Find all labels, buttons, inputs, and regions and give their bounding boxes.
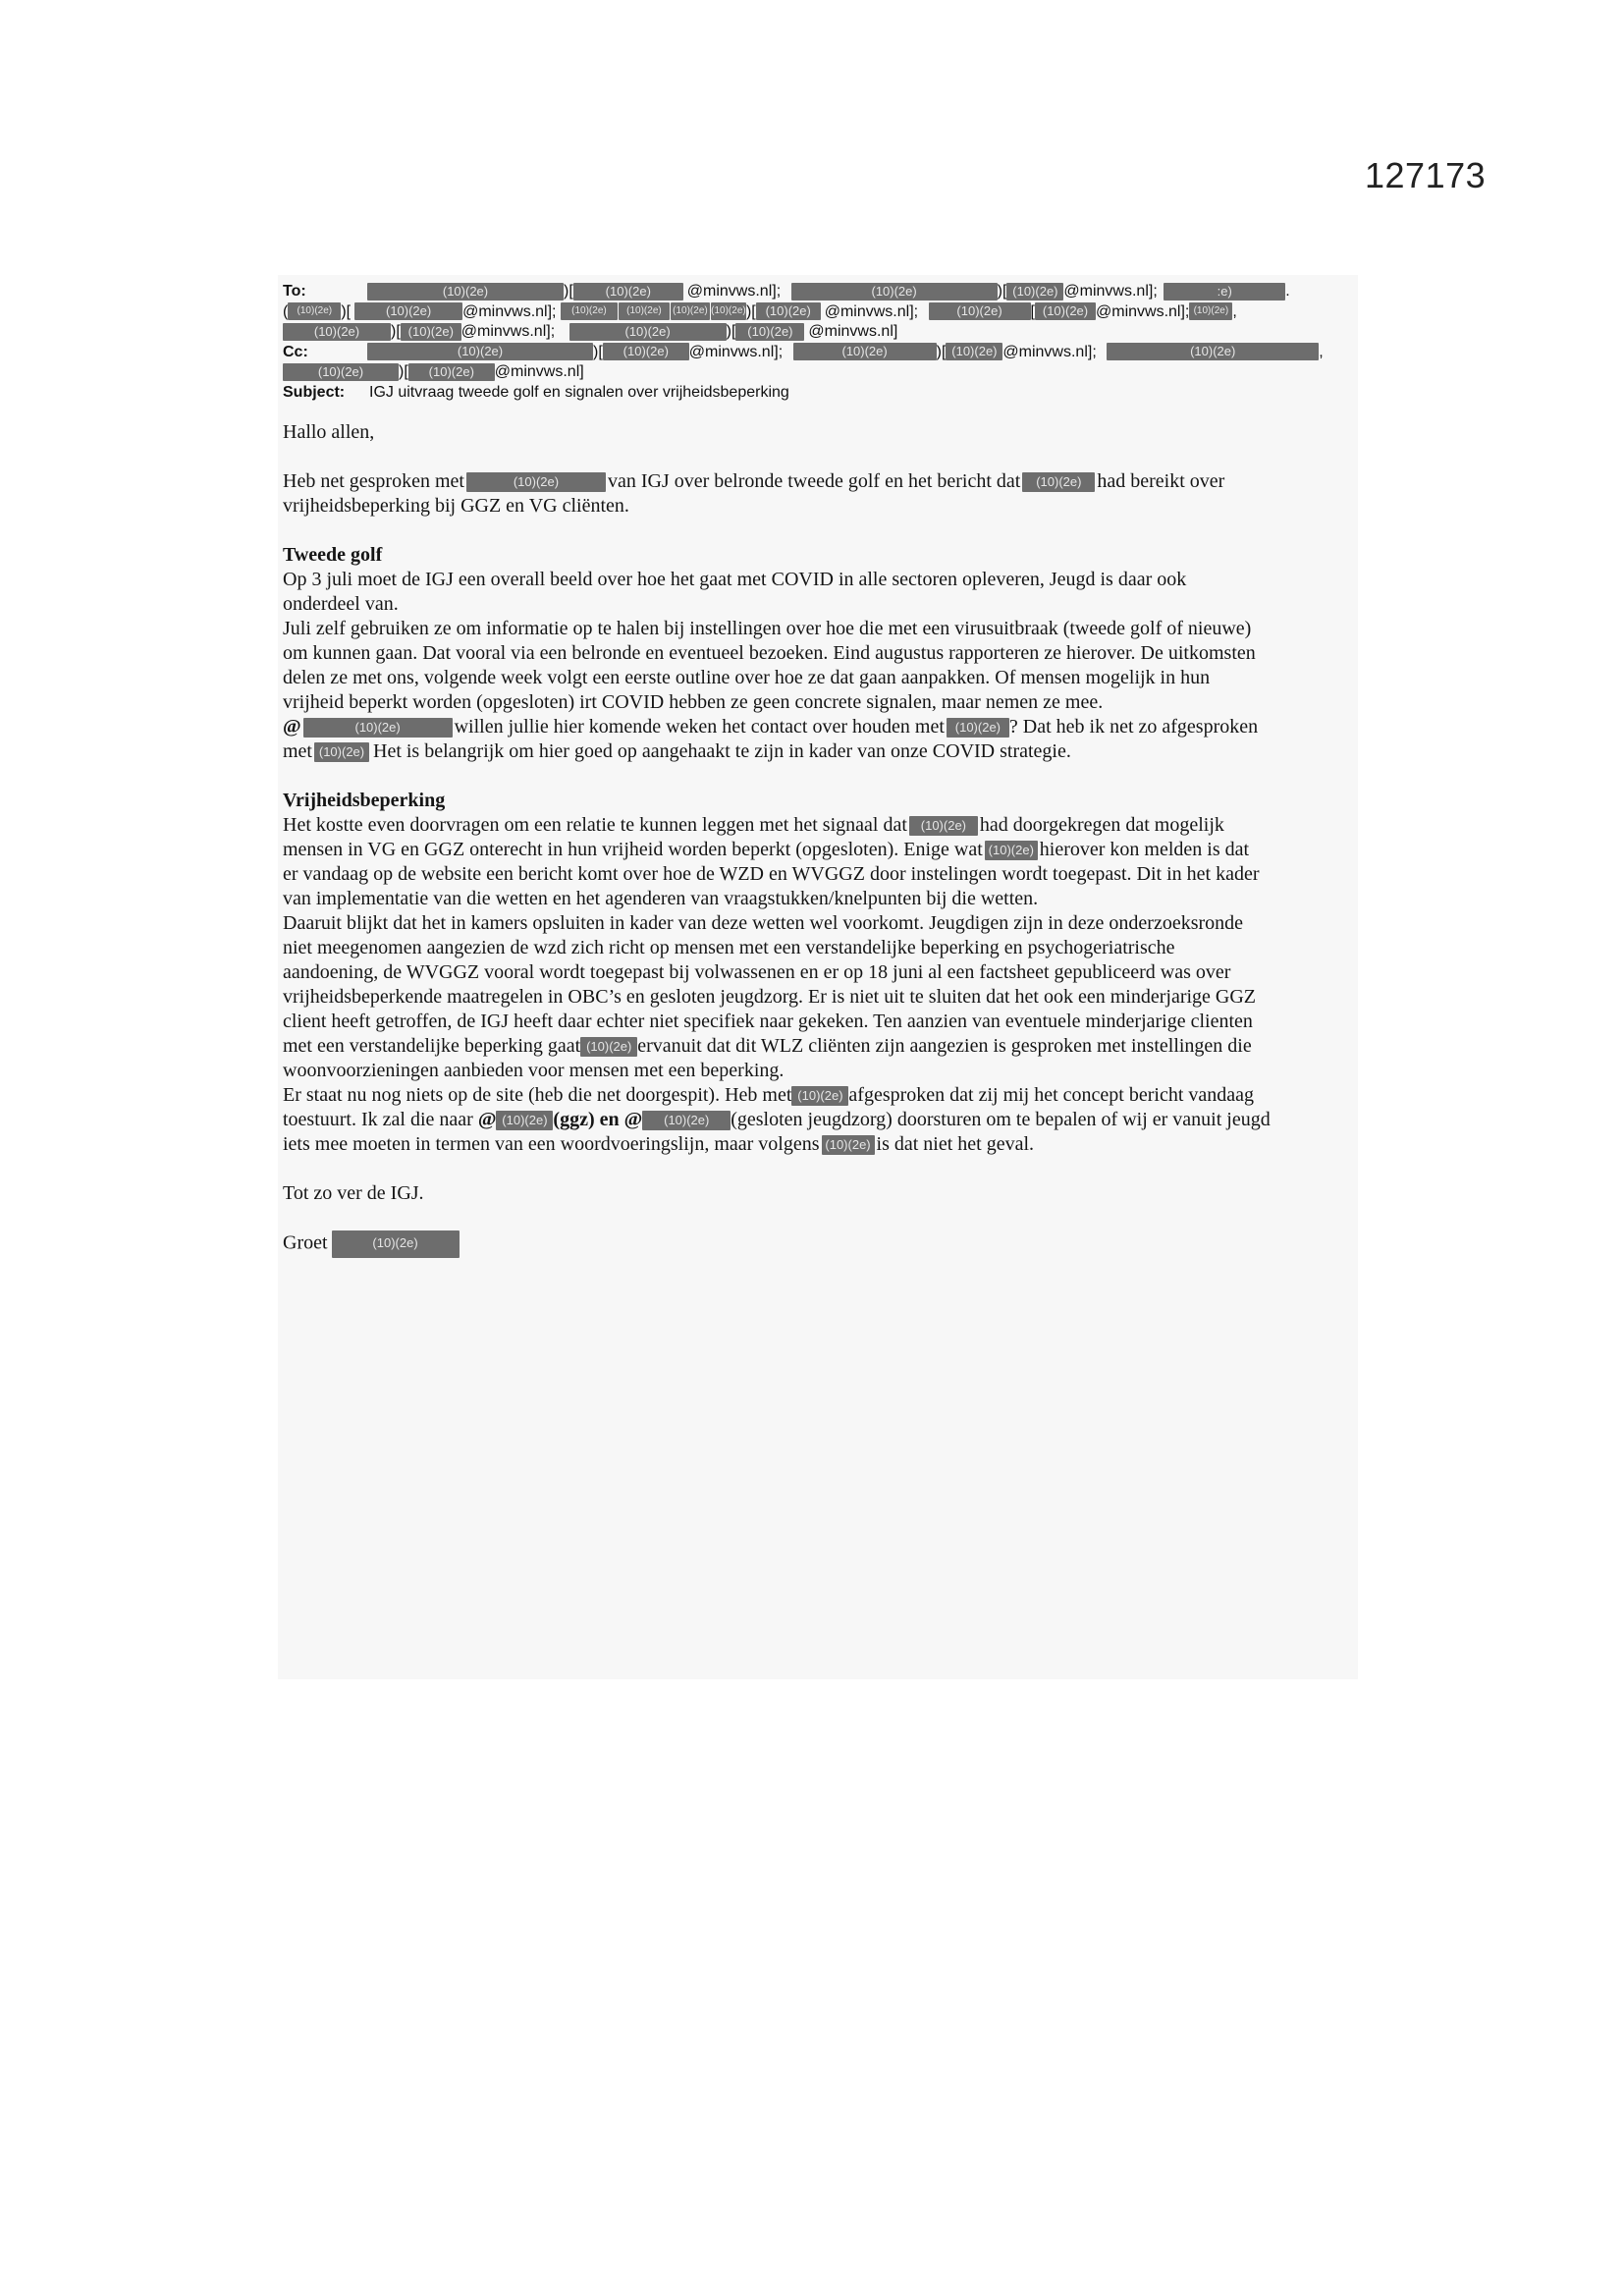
- vrijheid-line: Daaruit blijkt dat het in kamers opsluiten in kader van deze wetten wel voorkomt. Jeugdigen zijn in deze onderzoeksronde: [283, 912, 1244, 934]
- vrijheid-line: iets mee moeten in termen van een woordvoeringslijn, maar volgens (10)(2e) is dat niet het geval.: [283, 1133, 1035, 1155]
- cc-line-1: Cc: (10)(2e) )[ (10)(2e) @minvws.nl]; (10)(2e) )[ (10)(2e) @minvws.nl]; (10)(2e) ,: [283, 343, 1358, 363]
- redaction: (10)(2e): [1189, 302, 1232, 320]
- redaction: (10)(2e): [946, 343, 1002, 360]
- to-line-1: To: (10)(2e) )[ (10)(2e) @minvws.nl]; (10)(2e) )[ (10)(2e) @minvws.nl]; :e) .: [283, 282, 1358, 302]
- redaction: (10)(2e): [1035, 302, 1096, 320]
- cc-label: Cc:: [283, 343, 308, 360]
- redaction: (10)(2e): [288, 302, 341, 320]
- redaction: (10)(2e): [619, 302, 670, 320]
- redaction: (10)(2e): [909, 816, 978, 836]
- redaction: :e): [1164, 283, 1285, 301]
- intro-line-2: vrijheidsbeperking bij GGZ en VG cliënten.: [283, 495, 629, 517]
- vrijheid-line: toestuurt. Ik zal die naar @ (10)(2e) (ggz) en @ (10)(2e) (gesloten jeugdzorg) doorsturen om te bepalen of wij er vanuit jeugd: [283, 1109, 1271, 1130]
- redaction: (10)(2e): [367, 283, 564, 301]
- redaction: (10)(2e): [671, 302, 710, 320]
- redaction: (10)(2e): [496, 1111, 553, 1130]
- redaction: (10)(2e): [401, 323, 461, 341]
- redaction: (10)(2e): [561, 302, 618, 320]
- vrijheid-line: aandoening, de WVGGZ vooral wordt toegepast bij volwassenen en er op 18 juni al een factsheet gepubliceerd was over: [283, 961, 1231, 983]
- redaction: (10)(2e): [569, 323, 727, 341]
- tweede-golf-line: om kunnen gaan. Dat vooral via een belronde en eventueel bezoeken. Eind augustus rapporteren ze hierover. De uitkomsten: [283, 642, 1256, 664]
- tweede-golf-line: Juli zelf gebruiken ze om informatie op te halen bij instellingen over hoe die met een virusuitbraak (tweede golf of nieuwe): [283, 618, 1252, 639]
- redaction: (10)(2e): [756, 302, 821, 320]
- tweede-golf-line: delen ze met ons, volgende week volgt een eerste outline over hoe ze dat gaan aanpakken. Of mensen mogelijk in hun: [283, 667, 1211, 688]
- heading-vrijheidsbeperking: Vrijheidsbeperking: [283, 790, 446, 811]
- redaction: (10)(2e): [303, 718, 453, 738]
- vrijheid-line: client heeft getroffen, de IGJ heeft daar echter niet specifiek naar gekeken. Ten aanzien van eventuele minderjarige clienten: [283, 1011, 1253, 1032]
- redaction: (10)(2e): [929, 302, 1031, 320]
- tweede-golf-line: vrijheid beperkt worden (opgesloten) irt COVID hebben ze geen concrete signalen, maar nemen ze mee.: [283, 691, 1104, 713]
- cc-line-2: (10)(2e) )[ (10)(2e) @minvws.nl]: [283, 362, 1358, 383]
- tweede-golf-line: @ (10)(2e) willen jullie hier komende weken het contact over houden met (10)(2e) ? Dat heb ik net zo afgesproken: [283, 716, 1259, 738]
- redaction: (10)(2e): [332, 1230, 460, 1258]
- to-line-3: (10)(2e) )[ (10)(2e) @minvws.nl]; (10)(2e) )[ (10)(2e) @minvws.nl]: [283, 322, 1358, 343]
- vrijheid-line: mensen in VG en GGZ onterecht in hun vrijheid worden beperkt (opgesloten). Enige wat (10)(2e) hierover kon melden is dat: [283, 839, 1250, 860]
- tweede-golf-line: Op 3 juli moet de IGJ een overall beeld over hoe het gaat met COVID in alle sectoren opleveren, Jeugd is daar ook: [283, 569, 1187, 590]
- redaction: (10)(2e): [791, 1086, 848, 1106]
- subject-line: [283, 383, 1358, 404]
- redaction: (10)(2e): [985, 841, 1038, 860]
- intro-line-1: Heb net gesproken met (10)(2e) van IGJ over belronde tweede golf en het bericht dat (10)(2e) had bereikt over: [283, 470, 1225, 492]
- vrijheid-line: Het kostte even doorvragen om een relatie te kunnen leggen met het signaal dat (10)(2e) had doorgekregen dat mogelijk: [283, 814, 1224, 836]
- vrijheid-line: Er staat nu nog niets op de site (heb die net doorgespit). Heb met (10)(2e) afgesproken dat zij mij het concept bericht vandaag: [283, 1084, 1255, 1106]
- email-header: [283, 282, 1358, 403]
- document-number: 127173: [1365, 155, 1487, 195]
- email-body: [283, 420, 1358, 1258]
- redaction: (10)(2e): [947, 718, 1009, 738]
- closing-line: Tot zo ver de IGJ.: [283, 1182, 424, 1204]
- redaction: (10)(2e): [408, 363, 495, 381]
- redaction: (10)(2e): [354, 302, 462, 320]
- redaction: (10)(2e): [1022, 472, 1095, 492]
- redaction: (10)(2e): [642, 1111, 731, 1130]
- redaction: (10)(2e): [314, 742, 369, 762]
- vrijheid-line: woonvoorzieningen aanbieden voor mensen met een beperking.: [283, 1060, 785, 1081]
- redaction: (10)(2e): [367, 343, 593, 360]
- subject-label: Subject:: [283, 383, 346, 401]
- heading-tweede-golf: Tweede golf: [283, 544, 383, 566]
- greeting: Hallo allen,: [283, 421, 375, 443]
- redaction: (10)(2e): [466, 472, 606, 492]
- signoff-line: Groet (10)(2e): [283, 1230, 1358, 1258]
- vrijheid-line: met een verstandelijke beperking gaat (10)(2e) ervanuit dat dit WLZ cliënten zijn aangezien is gesproken met instellingen die: [283, 1035, 1252, 1057]
- redaction: (10)(2e): [822, 1135, 875, 1155]
- redaction: (10)(2e): [791, 283, 998, 301]
- to-line-2: ( (10)(2e) )[ (10)(2e) @minvws.nl]; (10)(2e) (10)(2e) (10)(2e) (10)(2e))[ (10)(2e) @minvws.nl]; (10)(2e) [ (10)(2e) @minvws.nl]; (10)(2e) ,: [283, 302, 1237, 320]
- redaction: (10)(2e): [711, 302, 746, 320]
- redaction: (10)(2e): [735, 323, 804, 341]
- vrijheid-line: van implementatie van die wetten en het agenderen van vraagstukken/knelpunten bij die wetten.: [283, 888, 1039, 909]
- to-label: To:: [283, 283, 306, 300]
- redaction: (10)(2e): [573, 283, 683, 301]
- subject-text: IGJ uitvraag tweede golf en signalen over vrijheidsbeperking: [369, 383, 789, 401]
- tweede-golf-line: onderdeel van.: [283, 593, 399, 615]
- vrijheid-line: vrijheidsbeperkende maatregelen in OBC’s en gesloten jeugdzorg. Er is niet uit te sluiten dat het ook een minderjarige GGZ: [283, 986, 1257, 1008]
- redaction: (10)(2e): [580, 1037, 637, 1057]
- tweede-golf-line: met (10)(2e) Het is belangrijk om hier goed op aangehaakt te zijn in kader van onze COVID strategie.: [283, 740, 1071, 762]
- redaction: (10)(2e): [793, 343, 937, 360]
- redaction: (10)(2e): [283, 363, 399, 381]
- redaction: (10)(2e): [283, 323, 391, 341]
- vrijheid-line: niet meegenomen aangezien de wzd zich richt op mensen met een verstandelijke beperking en psychogeriatrische: [283, 937, 1175, 958]
- redaction: (10)(2e): [1107, 343, 1319, 360]
- vrijheid-line: er vandaag op de website een bericht komt over hoe de WZD en WVGGZ door instelingen wordt toegepast. Dit in het kader: [283, 863, 1260, 885]
- redaction: (10)(2e): [603, 343, 689, 360]
- redaction: (10)(2e): [1006, 283, 1063, 301]
